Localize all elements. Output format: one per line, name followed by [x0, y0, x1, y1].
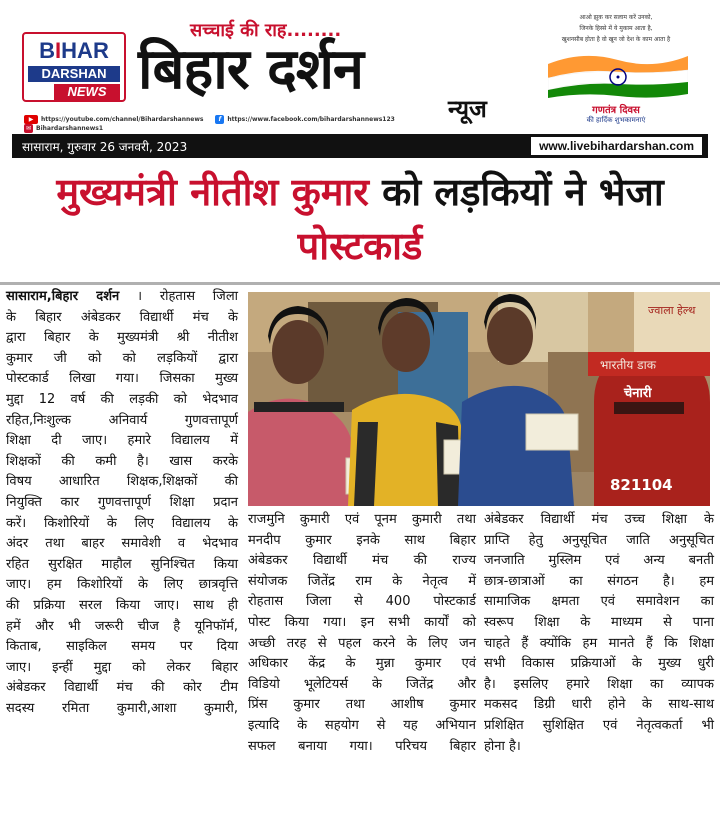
article-line: सफल बनाया गया। परिचय बिहार: [248, 738, 476, 754]
postcard: [526, 414, 578, 450]
article-line: रहित सुरक्षित माहौल सुनिश्चित किया: [6, 556, 238, 572]
article-line: विषय आधारित शिक्षक,शिक्षकों की: [6, 474, 238, 490]
postbox-text-name: चेनारी: [624, 386, 652, 401]
article-line: किताब, साइकिल समय पर दिया: [6, 639, 238, 655]
postbox-text-top: भारतीय डाक: [600, 358, 656, 372]
logo-line-3: NEWS: [54, 84, 120, 100]
website-link[interactable]: www.livebihardarshan.com: [531, 137, 702, 155]
article-line: प्राप्ति हेतु अनुसूचित जाति अनुसूचित: [484, 532, 714, 548]
article-line: स्वरूप शिक्षा के माध्यम से पाना: [484, 614, 714, 630]
tricolor-flag-icon: [548, 50, 688, 98]
article-line: जनजाति मुस्लिम एवं अन्य बनती: [484, 553, 714, 569]
article-dateline: सासाराम,बिहार दर्शन: [6, 289, 120, 304]
article-line: शिक्षा दी जाए। हमारे विद्यालय में: [6, 433, 238, 449]
article-line: अच्छी तरह से पहल करने के लिए जन: [248, 635, 476, 651]
article-line: कुमार जी को को लड़कियों द्वारा: [6, 350, 238, 366]
article-column-2: [248, 510, 476, 757]
article-line: जाए। हम किशोरियों के लिए छात्रवृत्ति: [6, 577, 238, 593]
photo-illustration: [248, 292, 710, 506]
bihar-darshan-news-logo: [22, 32, 126, 102]
article-line: छात्र-छात्राओं का संगठन है। हम: [484, 573, 714, 589]
news-photo: [248, 292, 710, 506]
brand-title: बिहार दर्शन: [138, 37, 364, 102]
article-line: रोहतास जिला से 400 पोस्टकार्ड: [248, 594, 476, 610]
article-line: अंदर तथा बाहर समावेशी व भेदभाव: [6, 536, 238, 552]
email-link[interactable]: ✉ Bihardarshannews1: [25, 125, 104, 132]
article-line: राजमुनि कुमारी एवं पूनम कुमारी तथा: [248, 512, 476, 527]
article-column-1: [6, 287, 238, 719]
headline-red-part: मुख्यमंत्री नीतीश कुमार: [56, 170, 369, 214]
facebook-link[interactable]: f https://www.facebook.com/bihardarshannews123: [215, 115, 394, 124]
article-line: जाए। इन्हीं मुद्दा को लेकर बिहार: [6, 659, 238, 675]
article-line: पोस्ट किया गया। इन सभी कार्यों को: [248, 614, 476, 630]
wall-sign: [634, 292, 710, 352]
brand-subtitle: न्यूज: [448, 95, 487, 123]
republic-day-banner: [518, 6, 714, 128]
article-line: अंबेडकर विद्यार्थी मंच उच्च शिक्षा के: [484, 512, 714, 527]
article-line: हमें और भी जरूरी चीज है यूनिफॉर्म,: [6, 618, 238, 634]
article-line: संयोजक जितेंद्र राम के नेतृत्व में: [248, 573, 476, 589]
article-line: के बिहार अंबेडकर विद्यार्थी मंच के: [6, 309, 238, 325]
postbox-text-pin: 821104: [610, 476, 673, 494]
youtube-link[interactable]: ▶ https://youtube.com/channel/Bihardarshannews: [24, 115, 203, 124]
social-links: [24, 115, 444, 132]
republic-day-subtitle: की हार्दिक शुभकामनाएं: [586, 116, 646, 124]
article-line: मनदीप कुमार इनके साथ बिहार: [248, 532, 476, 548]
article-line: पोस्टकार्ड लिखा गया। जिसका मुख्य: [6, 371, 238, 387]
headline-line-2: पोस्टकार्ड: [297, 224, 423, 268]
wall-text: ज्वाला हेल्थ: [648, 304, 696, 317]
article-line: शिक्षकों की कमी है। खास करके: [6, 453, 238, 469]
article-line: सभी विकास प्रक्रियाओं के मुख्य धुरी: [484, 656, 714, 672]
article-line: इत्यादि के सहयोग से यह अभियान: [248, 717, 476, 733]
republic-day-title: गणतंत्र दिवस: [592, 105, 640, 116]
article-line: सदस्य रमिता कुमारी,आशा कुमारी,: [6, 700, 238, 716]
article-line: सामाजिक क्षमता एवं समावेशन का: [484, 594, 714, 610]
republic-day-poem: आओ झुक कर सलाम करें उनको, जिनके हिस्से में ये मुकाम आता है, खुशनसीब होता है वो खून जो देश के काम आता है: [561, 14, 671, 43]
tagline: सच्चाई की राह........: [190, 20, 342, 41]
article-line: चाहते हैं क्योंकि हम मानते हैं कि शिक्षा: [484, 635, 714, 651]
article-line: द्वारा बिहार के मुख्यमंत्री श्री नीतीश: [6, 330, 238, 346]
article-line: होना है।: [484, 738, 521, 754]
article-line: अंबेडकर विद्यार्थी मंच की कोर टीम: [6, 680, 238, 696]
article-line: मकसद डिग्री धारी होने के साथ-साथ: [484, 697, 714, 713]
logo-line-1: BIHAR: [39, 38, 109, 63]
article-line: नियुक्ति कार गुणवत्तापूर्ण शिक्षा प्रदान: [6, 494, 238, 510]
date-bar: [12, 134, 708, 158]
youtube-icon: ▶: [24, 115, 38, 124]
logo-line-2: DARSHAN: [28, 66, 120, 82]
divider: [0, 282, 720, 285]
article-line: अंबेडकर विद्यार्थी मंच की राज्य: [248, 553, 476, 569]
article-column-3: [484, 510, 714, 757]
headline-black-part: को लड़कियों ने भेजा: [382, 170, 664, 214]
article-line: प्रिंस कुमार तथा आशीष कुमार: [248, 697, 476, 713]
masthead: [0, 0, 720, 132]
email-icon: ✉: [25, 125, 32, 132]
article-line: रहित,निःशुल्क अनिवार्य गुणवत्तापूर्ण: [6, 412, 238, 428]
article-line: अधिकार केंद्र के मुन्ना कुमार एवं: [248, 656, 476, 672]
article-line: प्रशिक्षित सुशिक्षित एवं नेतृत्वकर्ता भी: [484, 717, 714, 733]
article-line: की प्रक्रिया सरल किया जाए। साथ ही: [6, 597, 238, 613]
article-line: विडियो भूलेटियर्स के जितेंद्र और: [248, 676, 476, 692]
article-line: मुद्दा 12 वर्ष की लड़की को भेदभाव: [6, 391, 238, 407]
edition-date: सासाराम, गुरुवार 26 जनवरी, 2023: [22, 140, 188, 154]
facebook-icon: f: [215, 115, 224, 124]
article-line: सासाराम,बिहार दर्शन । रोहतास जिला: [6, 289, 238, 304]
article-line: है। इसलिए हमारे शिक्षा का व्यापक: [484, 676, 714, 692]
article-line: करें। किशोरियों के लिए विद्यालय के: [6, 515, 238, 531]
headline-line-1: [0, 166, 720, 218]
